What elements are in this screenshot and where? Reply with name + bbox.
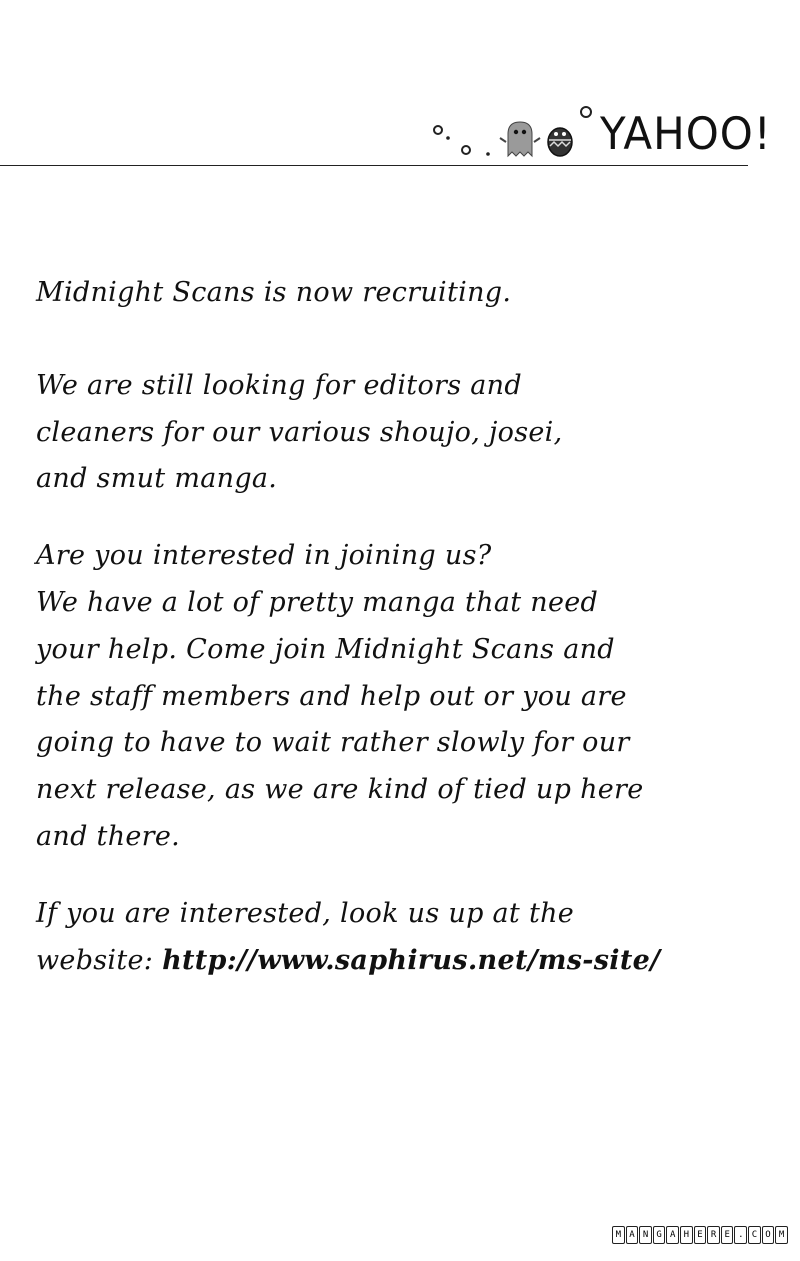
recruitment-note [36, 270, 776, 984]
website-line [36, 938, 776, 985]
paragraph-spacer [36, 503, 776, 533]
watermark-char: . [734, 1226, 747, 1244]
header-divider [0, 165, 748, 166]
contact-line: If you are interested, look us up at the [36, 897, 575, 929]
website-url: http://www.saphirus.net/ms-site/ [162, 944, 661, 976]
watermark-char: R [707, 1226, 720, 1244]
egg-creature-icon [548, 128, 572, 156]
watermark-char: M [612, 1226, 625, 1244]
ring-icon [581, 107, 591, 117]
ring-icon [446, 136, 450, 140]
note-paragraph-roles: We are still looking for editors and cleaners for our various shoujo, josei, and smut manga. [36, 369, 563, 495]
watermark-char: A [666, 1226, 679, 1244]
watermark-char: N [639, 1226, 652, 1244]
decorative-doodles [428, 104, 598, 164]
watermark-char: A [626, 1226, 639, 1244]
watermark-char: O [762, 1226, 775, 1244]
note-paragraph-invitation: Are you interested in joining us? We have a lot of pretty manga that need your help. Come join Midnight Scans and the staff members and help out or you are going to have to wait rather slowly for our next release, as we are kind of tied up here and there. [36, 540, 644, 852]
ring-icon [434, 126, 442, 134]
website-label: website: [36, 944, 163, 976]
watermark-char: M [775, 1226, 788, 1244]
ghost-icon [500, 122, 540, 156]
watermark-char: E [721, 1226, 734, 1244]
watermark-char: C [748, 1226, 761, 1244]
ring-icon [486, 152, 490, 156]
note-paragraph-contact [36, 891, 776, 985]
paragraph-spacer [36, 861, 776, 891]
ring-icon [462, 146, 470, 154]
watermark [612, 1226, 788, 1246]
page-title: YAHOO! [600, 108, 772, 160]
page-header [0, 0, 800, 170]
watermark-char: H [680, 1226, 693, 1244]
watermark-char: E [694, 1226, 707, 1244]
watermark-char: G [653, 1226, 666, 1244]
note-paragraph-intro: Midnight Scans is now recruiting. [36, 277, 512, 308]
paragraph-spacer [36, 317, 776, 363]
